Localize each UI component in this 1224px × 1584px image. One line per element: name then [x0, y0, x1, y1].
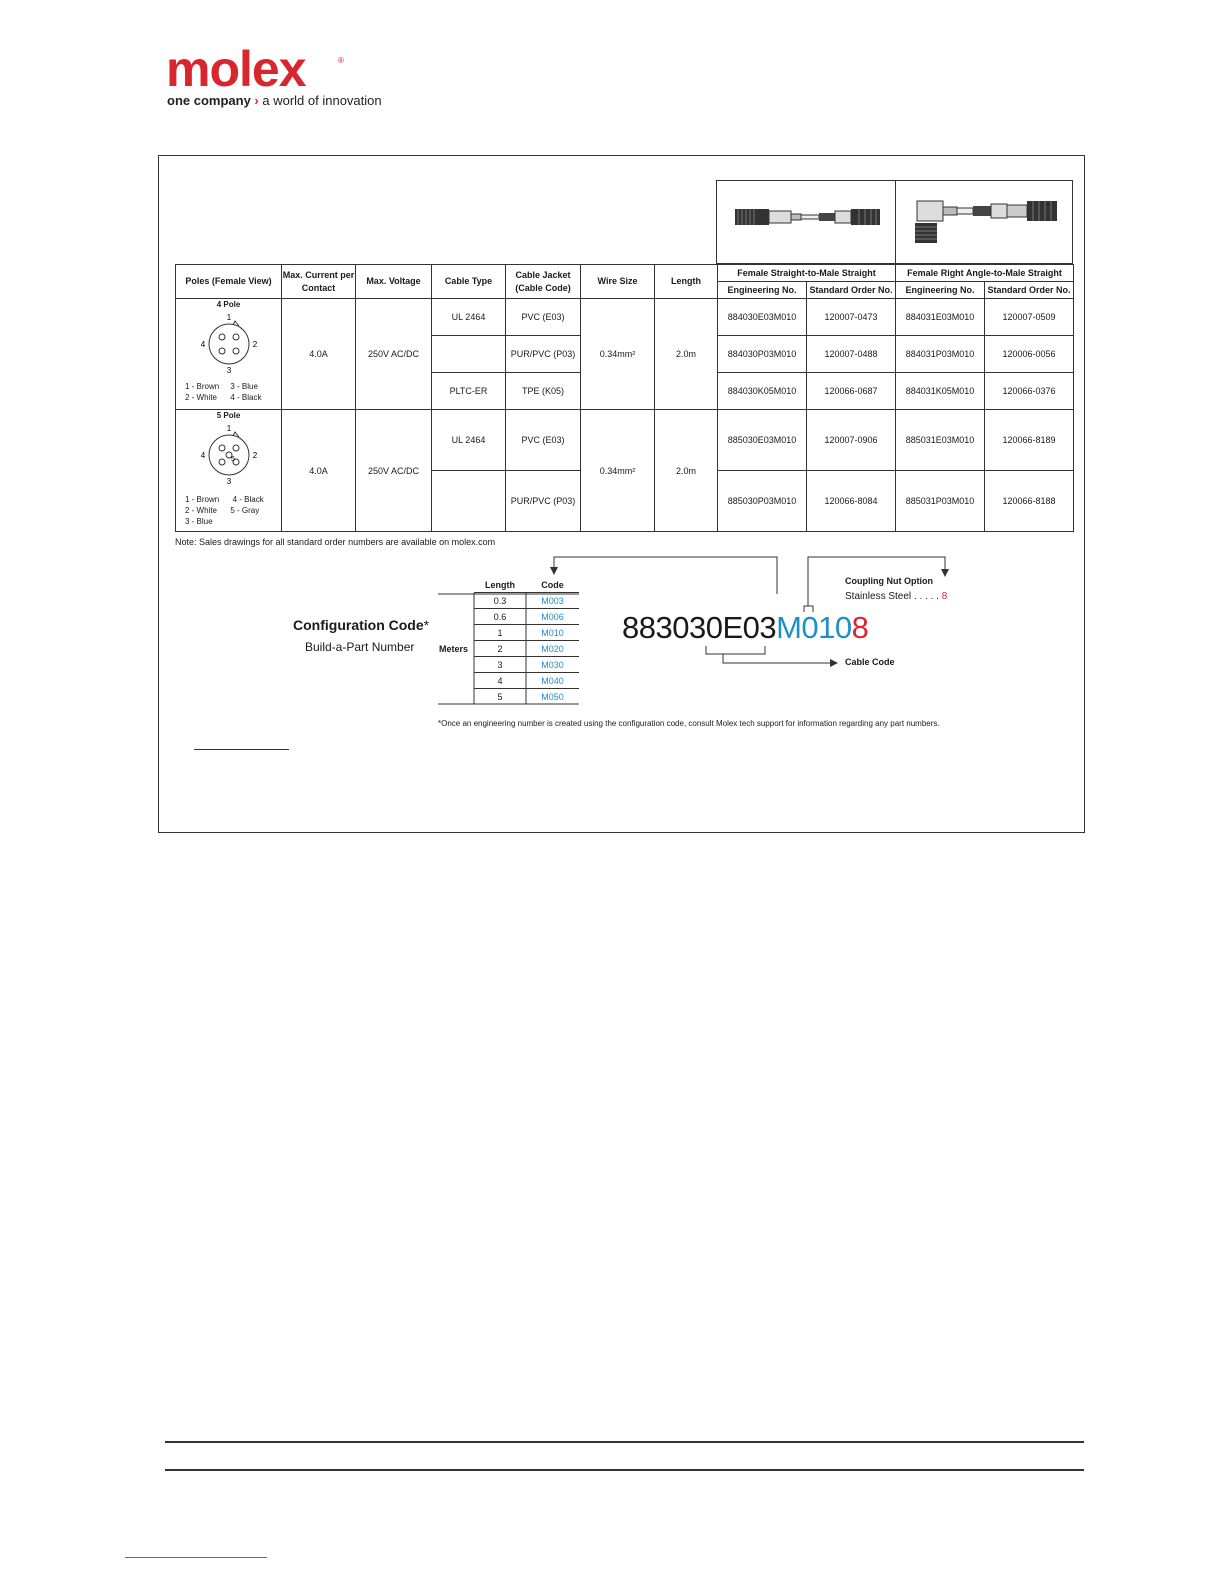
cell-eng-no: 885030P03M010 — [718, 471, 807, 532]
code-header: Code — [541, 579, 564, 590]
cell-jacket: PVC (E03) — [506, 410, 581, 471]
pole5-current: 4.0A — [282, 410, 356, 532]
header-length: Length — [655, 265, 718, 299]
config-footnote: *Once an engineering number is created using the configuration code, consult Molex tech support for information regarding any part numbers. — [438, 719, 940, 728]
specification-table — [175, 264, 1074, 532]
pole4-pin-4: 4 — [200, 340, 206, 349]
pole4-legend: 1 - Brown 3 - Blue 2 - White 4 - Black — [185, 382, 262, 402]
length-row: 0.3 M003 — [474, 593, 579, 609]
coupling-nut-option: Stainless Steel . . . . . 8 — [845, 591, 948, 602]
length-row: 4 M040 — [474, 673, 579, 689]
pole4-title: 4 Pole — [216, 300, 241, 309]
pole5-pin-2: 2 — [252, 451, 258, 460]
header-eng-2: Engineering No. — [896, 282, 985, 299]
tagline-bold: one company — [167, 93, 251, 108]
pole4-voltage: 250V AC/DC — [356, 299, 432, 410]
pole4-wire: 0.34mm² — [581, 299, 655, 410]
sales-drawings-note: Note: Sales drawings for all standard order numbers are available on molex.com — [175, 537, 496, 547]
length-row: 1 M010 — [474, 625, 579, 641]
tagline-rest: a world of innovation — [258, 93, 382, 108]
cell-std-no: 120066-8188 — [985, 471, 1074, 532]
length-row: 0.6 M006 — [474, 609, 579, 625]
config-callout-lines — [540, 550, 960, 675]
cell-jacket: PUR/PVC (P03) — [506, 336, 581, 373]
length-row: 2 M020 — [474, 641, 579, 657]
coupling-nut-label: Coupling Nut Option — [845, 576, 933, 586]
pole5-title: 5 Pole — [216, 411, 241, 420]
length-row: 3 M030 — [474, 657, 579, 673]
pole4-connector-icon — [198, 313, 260, 375]
config-code-subtitle: Build-a-Part Number — [305, 640, 415, 654]
cell-jacket: PVC (E03) — [506, 299, 581, 336]
config-code-title: Configuration Code* — [293, 617, 430, 633]
cable-code-label: Cable Code — [845, 657, 895, 667]
straight-cable-image — [735, 205, 880, 229]
pole5-pin-3: 3 — [226, 477, 232, 486]
header-right-angle-group: Female Right Angle-to-Male Straight — [896, 265, 1074, 282]
cell-eng-no: 885031E03M010 — [896, 410, 985, 471]
cell-std-no: 120007-0906 — [807, 410, 896, 471]
header-std-2: Standard Order No. — [985, 282, 1074, 299]
molex-logo: molex — [166, 41, 306, 97]
header-poles: Poles (Female View) — [176, 265, 282, 299]
footer-rule-top — [165, 1441, 1084, 1443]
header-voltage: Max. Voltage — [356, 265, 432, 299]
cell-cable-type: PLTC-ER — [432, 373, 506, 410]
cell-jacket: PUR/PVC (P03) — [506, 471, 581, 532]
header-jacket: Cable Jacket (Cable Code) — [506, 265, 581, 299]
header-straight-group: Female Straight-to-Male Straight — [718, 265, 896, 282]
cell-cable-type — [432, 471, 506, 532]
table-row — [176, 299, 1074, 336]
cell-std-no: 120066-0687 — [807, 373, 896, 410]
registered-mark: ® — [338, 56, 344, 65]
header-wire-size: Wire Size — [581, 265, 655, 299]
pole4-current: 4.0A — [282, 299, 356, 410]
pole5-diagram-cell — [176, 410, 282, 532]
header-eng-1: Engineering No. — [718, 282, 807, 299]
cell-eng-no: 884030K05M010 — [718, 373, 807, 410]
cell-cable-type: UL 2464 — [432, 299, 506, 336]
pole5-wire: 0.34mm² — [581, 410, 655, 532]
cell-eng-no: 884030E03M010 — [718, 299, 807, 336]
cell-eng-no: 885031P03M010 — [896, 471, 985, 532]
cell-eng-no: 885030E03M010 — [718, 410, 807, 471]
pole4-pin-1: 1 — [226, 313, 232, 322]
pole4-length: 2.0m — [655, 299, 718, 410]
pole5-pin-5: 5 — [231, 456, 235, 463]
tagline-chevron: › — [254, 93, 259, 108]
pole5-length: 2.0m — [655, 410, 718, 532]
length-row: 5 M050 — [497, 691, 564, 702]
pole5-voltage: 250V AC/DC — [356, 410, 432, 532]
cell-eng-no: 884031K05M010 — [896, 373, 985, 410]
pole5-connector-icon — [198, 424, 260, 486]
header-std-1: Standard Order No. — [807, 282, 896, 299]
pole5-pin-1: 1 — [226, 424, 232, 433]
cell-std-no: 120066-8084 — [807, 471, 896, 532]
cell-eng-no: 884030P03M010 — [718, 336, 807, 373]
footer-rule-bottom — [165, 1469, 1084, 1471]
pole4-diagram-cell — [176, 299, 282, 410]
cell-eng-no: 884031P03M010 — [896, 336, 985, 373]
pole4-pin-2: 2 — [252, 340, 258, 349]
example-part-number: 883030E03M0108 — [622, 610, 869, 645]
pole4-pin-3: 3 — [226, 366, 232, 375]
cell-cable-type: UL 2464 — [432, 410, 506, 471]
signature-line — [194, 749, 289, 750]
cell-std-no: 120006-0056 — [985, 336, 1074, 373]
cell-std-no: 120007-0509 — [985, 299, 1074, 336]
cell-jacket: TPE (K05) — [506, 373, 581, 410]
cell-std-no: 120007-0473 — [807, 299, 896, 336]
cell-cable-type — [432, 336, 506, 373]
pole5-pin-4: 4 — [200, 451, 206, 460]
cell-std-no: 120066-0376 — [985, 373, 1074, 410]
cell-std-no: 120007-0488 — [807, 336, 896, 373]
pole5-legend: 1 - Brown 4 - Black 2 - White 5 - Gray 3 - Blue — [185, 495, 264, 526]
logo-tagline — [167, 94, 382, 107]
table-row — [176, 410, 1074, 471]
product-images — [716, 180, 1073, 264]
meters-label: Meters — [439, 644, 469, 654]
right-angle-cable-image — [913, 195, 1059, 247]
footer-link-underline[interactable] — [125, 1557, 267, 1558]
header-cable-type: Cable Type — [432, 265, 506, 299]
cell-eng-no: 884031E03M010 — [896, 299, 985, 336]
header-current: Max. Current per Contact — [282, 265, 356, 299]
length-header: Length — [485, 579, 515, 590]
cell-std-no: 120066-8189 — [985, 410, 1074, 471]
